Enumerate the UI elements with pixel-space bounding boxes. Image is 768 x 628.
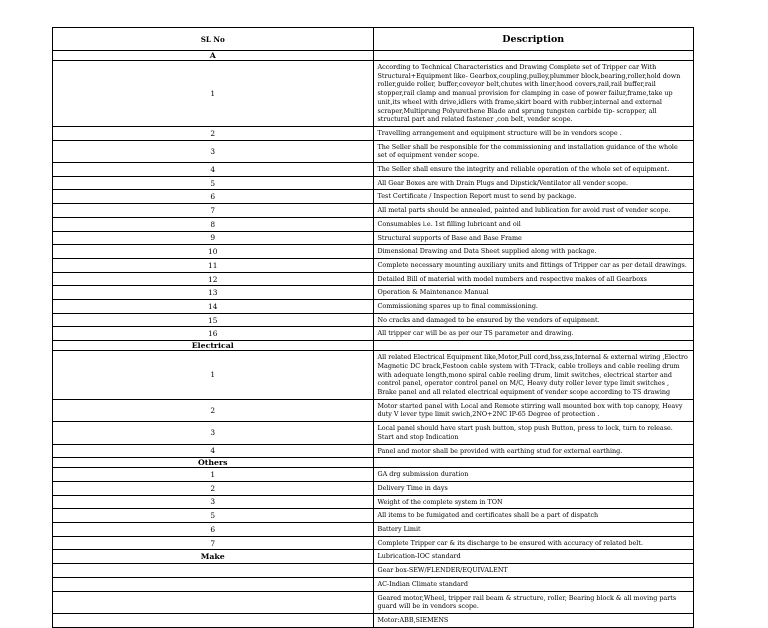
description-cell: The Seller shall be responsible for the commissioning and installation guidance of the whole set of equipment vender scope. (373, 140, 694, 162)
table-row (53, 258, 694, 272)
sl-number: 12 (53, 272, 374, 286)
table-row (53, 140, 694, 162)
description-cell: All metal parts should be annealed, painted and lublication for avoid rust of vender scope. (373, 204, 694, 218)
sl-number: 1 (53, 468, 374, 482)
description-cell: Consumables i.e. 1st filling lubricant and oil (373, 217, 694, 231)
table-row (53, 536, 694, 550)
description-cell: Travelling arrangement and equipment structure will be in vendors scope . (373, 126, 694, 140)
blank-cell (53, 577, 374, 591)
sl-number: 3 (53, 140, 374, 162)
section-row (53, 458, 694, 468)
make-row (53, 577, 694, 591)
blank-cell (53, 613, 374, 627)
table-row (53, 399, 694, 421)
description-cell: The Seller shall ensure the integrity and reliable operation of the whole set of equipment. (373, 163, 694, 177)
make-description-cell: Motor:ABB,SIEMENS (373, 613, 694, 627)
table-row (53, 286, 694, 300)
sl-number: 7 (53, 204, 374, 218)
make-row (53, 564, 694, 578)
sl-number: 6 (53, 523, 374, 537)
table-row (53, 523, 694, 537)
table-row (53, 351, 694, 400)
description-cell: All Gear Boxes are with Drain Plugs and Dipstick/Ventilator all vender scope. (373, 176, 694, 190)
sl-number: 4 (53, 163, 374, 177)
make-row (53, 550, 694, 564)
sl-number: 3 (53, 495, 374, 509)
table-row (53, 509, 694, 523)
section-label: A (53, 51, 374, 61)
section-row (53, 341, 694, 351)
sl-number: 8 (53, 217, 374, 231)
make-description-cell: Geared motor,Wheel, tripper rail beam & structure, roller, Bearing block & all moving parts guard will be in vendors scope. (373, 591, 694, 613)
table-row (53, 444, 694, 458)
sl-number: 9 (53, 231, 374, 245)
description-cell: Battery Limit (373, 523, 694, 537)
description-cell: Weight of the complete system in TON (373, 495, 694, 509)
make-row (53, 591, 694, 613)
sl-number: 5 (53, 176, 374, 190)
description-cell: All items to be fumigated and certificates shall be a part of dispatch (373, 509, 694, 523)
description-cell: Structural supports of Base and Base Frame (373, 231, 694, 245)
description-cell: All tripper car will be as per our TS parameter and drawing. (373, 327, 694, 341)
sl-number: 2 (53, 481, 374, 495)
description-cell: Operation & Maintenance Manual (373, 286, 694, 300)
make-description-cell: Lubrication-IOC standard (373, 550, 694, 564)
sl-number: 10 (53, 245, 374, 259)
table-row (53, 204, 694, 218)
table-row (53, 61, 694, 127)
description-cell: No cracks and damaged to be ensured by the vendors of equipment. (373, 313, 694, 327)
description-cell: Detailed Bill of material with model numbers and respective makes of all Gearboxs (373, 272, 694, 286)
sl-number: 14 (53, 300, 374, 314)
blank-cell (53, 564, 374, 578)
section-blank-cell (373, 458, 694, 468)
table-row (53, 190, 694, 204)
description-cell: Motor started panel with Local and Remote stirring wall mounted box with top canopy, Heavy duty V lever type limit swich,2NO+2NC IP-65 Degree of protection . (373, 399, 694, 421)
description-cell: Test Certificate / Inspection Report must to send by package. (373, 190, 694, 204)
section-blank-cell (373, 51, 694, 61)
table-row (53, 245, 694, 259)
sl-number: 16 (53, 327, 374, 341)
header-row (53, 28, 694, 51)
sl-number: 13 (53, 286, 374, 300)
description-header: Description (373, 28, 694, 51)
description-cell: Panel and motor shall be provided with earthing stud for external earthing. (373, 444, 694, 458)
section-row (53, 51, 694, 61)
description-cell: Delivery Time in days (373, 481, 694, 495)
table-row (53, 313, 694, 327)
description-cell: GA drg submission duration (373, 468, 694, 482)
sl-no-header: SL No (53, 28, 374, 51)
table-row (53, 468, 694, 482)
table-row (53, 272, 694, 286)
make-row (53, 613, 694, 627)
table-row (53, 327, 694, 341)
table-row (53, 481, 694, 495)
sl-number: 11 (53, 258, 374, 272)
description-cell: All related Electrical Equipment like,Motor,Pull cord,bss,zss,Internal & external wiring ,Electro Magnetic DC brack,Festoon cable system with T-Track, cable trolleys and cable reeling drum with adequate length,mono spiral cable reeling drum, limit switches, electrical starter and control panel, operator control panel on M/C, Heavy duty roller lever type limit switches , Brake panel and all related electrical equipment of vender scope according to TS drawing (373, 351, 694, 400)
description-cell: Local panel should have start push button, stop push Button, press to lock, turn to release. Start and stop Indication (373, 422, 694, 444)
description-cell: Dimensional Drawing and Data Sheet supplied along with package. (373, 245, 694, 259)
sl-number: 2 (53, 126, 374, 140)
sl-number: 5 (53, 509, 374, 523)
specification-table (52, 27, 694, 628)
sl-number: 3 (53, 422, 374, 444)
sl-number: 4 (53, 444, 374, 458)
section-label: Electrical (53, 341, 374, 351)
table-row (53, 231, 694, 245)
sl-number: 7 (53, 536, 374, 550)
table-row (53, 126, 694, 140)
section-label: Others (53, 458, 374, 468)
make-description-cell: AC-Indian Climate standard (373, 577, 694, 591)
description-cell: Complete necessary mounting auxiliary units and fittings of Tripper car as per detail drawings. (373, 258, 694, 272)
make-description-cell: Gear box-SEW/FLENDER/EQUIVALENT (373, 564, 694, 578)
sl-number: 1 (53, 61, 374, 127)
table-row (53, 422, 694, 444)
description-cell: Complete Tripper car & its discharge to be ensured with accuracy of related belt. (373, 536, 694, 550)
description-cell: Commissioning spares up to final commissioning. (373, 300, 694, 314)
sl-number: 2 (53, 399, 374, 421)
section-label: Make (53, 550, 374, 564)
sl-number: 6 (53, 190, 374, 204)
table-row (53, 495, 694, 509)
sl-number: 1 (53, 351, 374, 400)
table-row (53, 163, 694, 177)
table-row (53, 217, 694, 231)
blank-cell (53, 591, 374, 613)
description-cell: According to Technical Characteristics and Drawing Complete set of Tripper car With Structural+Equipment like- Gearbox,coupling,pulley,plummer block,bearing,roller,hold down roller,guide roller, buffer,coveyor belt,chutes with liner,hood covers,rail,rail buffer,rail stopper,rail clamp and manual provision for clamping in case of power failur,frame,take up unit,its wheel with drive,idlers with frame,skirt board with rubber,internal and external scraper,Multiprung Polyurethene Blade and sprung tungsten carbide tip- scrapper, all structural part and related fastener ,con belt, vender scope. (373, 61, 694, 127)
table-row (53, 176, 694, 190)
sl-number: 15 (53, 313, 374, 327)
table-row (53, 300, 694, 314)
section-blank-cell (373, 341, 694, 351)
